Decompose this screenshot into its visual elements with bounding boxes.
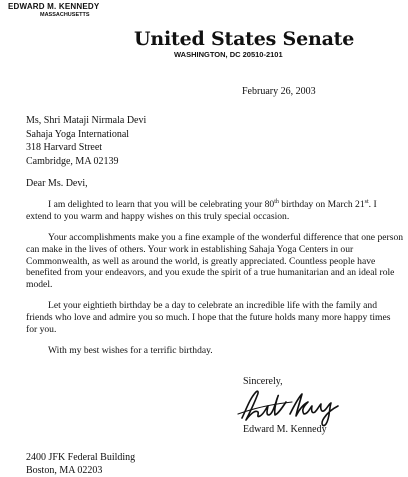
letter-body xyxy=(26,197,404,367)
paragraph-3: Let your eightieth birthday be a day to celebrate an incredible life with the family and friends who love and admire you so much. I hope that the future holds many more happy times for you. xyxy=(26,300,391,335)
recipient-line: Ms, Shri Mataji Nirmala Devi xyxy=(26,115,147,126)
ordinal-suffix: st xyxy=(364,199,369,205)
letterhead xyxy=(134,28,355,59)
recipient-line: Sahaja Yoga International xyxy=(26,128,130,140)
sender-name: EDWARD M. KENNEDY xyxy=(8,2,100,11)
recipient-address xyxy=(26,114,146,168)
letter-date: February 26, 2003 xyxy=(242,86,316,97)
return-address-line: 2400 JFK Federal Building xyxy=(26,452,136,463)
paragraph-4: With my best wishes for a terrific birthday. xyxy=(48,345,213,357)
signer-name: Edward M. Kennedy xyxy=(243,424,327,435)
sender-state: MASSACHUSETTS xyxy=(40,12,90,18)
paragraph-2: Your accomplishments make you a fine example of the wonderful difference that one person can make in the lives of others. Your work in establishing Sahaja Yoga Centers in our Commonwealth, as well as around the world, is greatly appreciated. Countless people have benefited from your endeavors, and you exude the spirit of a true humanitarian and an ideal role model. xyxy=(26,232,404,290)
paragraph-1-text: I am delighted to learn that you will be celebrating your 80 xyxy=(48,199,275,211)
paragraph-1 xyxy=(26,197,404,222)
return-address-line: Boston, MA 02203 xyxy=(26,465,103,476)
salutation: Dear Ms. Devi, xyxy=(26,178,88,189)
paragraph-1-text: birthday on March 21 xyxy=(278,199,365,211)
letterhead-title: United States Senate xyxy=(134,28,355,50)
return-address xyxy=(26,451,135,477)
paragraph-1-text: . I extend to you warm and happy wishes on this truly special occasion. xyxy=(26,199,377,222)
signature-image xyxy=(234,384,344,428)
closing: Sincerely, xyxy=(243,376,283,387)
recipient-line: 318 Harvard Street xyxy=(26,142,103,153)
letterhead-city: WASHINGTON, DC 20510-2101 xyxy=(174,50,283,59)
sender-block xyxy=(8,2,99,18)
recipient-line: Cambridge, MA 02139 xyxy=(26,155,119,167)
ordinal-suffix: th xyxy=(274,199,279,205)
